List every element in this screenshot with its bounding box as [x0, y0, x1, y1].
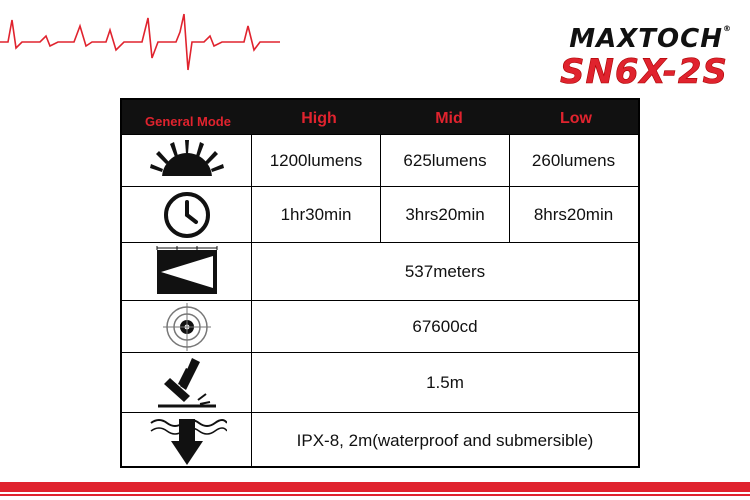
mid-lumens: 625lumens: [381, 135, 510, 186]
impact-value: 1.5m: [426, 372, 464, 392]
high-lumens: 1200lumens: [252, 135, 381, 186]
beam-distance-value: 537meters: [404, 261, 486, 281]
header-high: High: [301, 110, 337, 127]
brand-logo: MAXTOCH®: [569, 24, 732, 54]
waterproof-value: IPX-8, 2m(waterproof and submersible): [296, 430, 594, 450]
model-name: SN6X-2S: [559, 52, 728, 92]
table-row: [122, 134, 638, 186]
table-row: [122, 242, 638, 300]
high-runtime: 1hr30min: [252, 187, 381, 242]
spec-table: [120, 98, 640, 468]
impact-resistance-icon: [156, 356, 218, 410]
target-icon: [163, 303, 211, 351]
table-row: [122, 412, 638, 468]
beam-distance-icon: [155, 246, 219, 298]
intensity-value: 67600cd: [412, 316, 478, 336]
header-mid: Mid: [435, 110, 463, 127]
table-header: [122, 100, 638, 134]
heartbeat-line-graphic: [0, 0, 280, 90]
bottom-red-bar: [0, 482, 750, 492]
bottom-red-line: [0, 494, 750, 496]
header-low: Low: [560, 110, 592, 127]
low-runtime: 8hrs20min: [533, 204, 614, 224]
table-row: [122, 300, 638, 352]
low-lumens: 260lumens: [531, 150, 616, 170]
mid-runtime: 3hrs20min: [381, 187, 510, 242]
clock-icon: [162, 190, 212, 240]
table-row: [122, 352, 638, 412]
sun-rays-icon: [148, 138, 226, 184]
waterproof-icon: [147, 415, 227, 467]
table-row: [122, 186, 638, 242]
header-general-mode: General Mode: [145, 114, 231, 129]
